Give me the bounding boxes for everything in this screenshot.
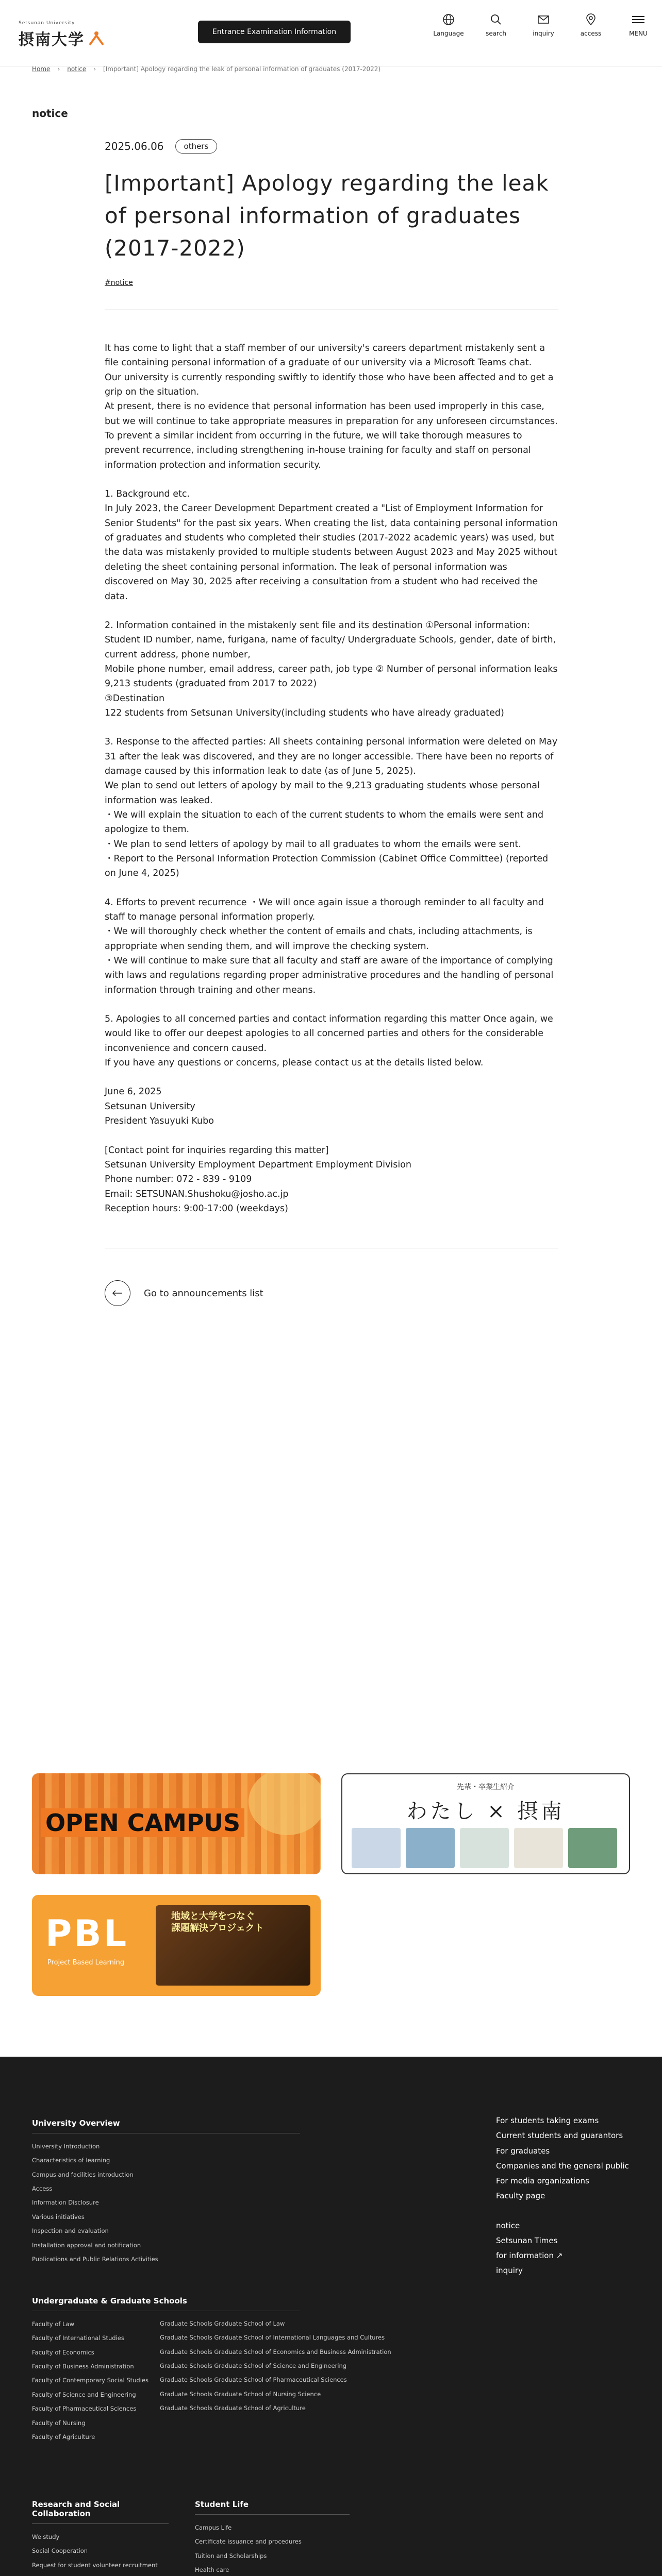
footer-link[interactable]: Certificate issuance and procedures — [195, 2538, 302, 2546]
article — [105, 139, 558, 1306]
paragraph-gap — [105, 997, 558, 1012]
footer-link[interactable]: Faculty of Science and Engineering — [32, 2391, 136, 2398]
body-text: ③Destination — [105, 693, 165, 704]
footer-link[interactable]: Faculty of Economics — [32, 2348, 94, 2356]
section-label: notice — [32, 107, 68, 120]
footer-link[interactable]: Setsunan Times — [496, 2235, 558, 2245]
footer-link[interactable]: Graduate Schools Graduate School of International Languages and Cultures — [160, 2334, 385, 2342]
article-date: 2025.06.06 — [105, 140, 164, 152]
footer-link[interactable]: Information Disclosure — [32, 2199, 99, 2207]
footer-link[interactable]: Faculty of Nursing — [32, 2419, 86, 2427]
breadcrumb-current: [Important] Apology regarding the leak of personal information of graduates (2017-2022) — [103, 65, 381, 73]
footer-link[interactable]: notice — [496, 2221, 520, 2230]
footer-heading: Undergraduate & Graduate Schools — [32, 2296, 300, 2311]
pbl-title: PBL — [45, 1912, 129, 1955]
body-text: President Yasuyuki Kubo — [105, 1116, 214, 1127]
body-text: In July 2023, the Career Development Department created a "List of Employment Information for Senior Students" for the past six years. When creating the list, data containing personal information of graduates and students who completed their studies (2017-2022 academic years) was used, but the data was mistakenly provided to multiple students between August 2023 and May 2025 without deleting the sheet containing personal information. The leak of personal information was discovered on May 30, 2025 after receiving a consultation from a student who had received the data. — [105, 503, 558, 602]
footer-link[interactable]: Health care — [195, 2566, 229, 2574]
banner-title: わたし × 摂南 — [406, 1800, 565, 1823]
footer-link[interactable]: Faculty of Business Administration — [32, 2363, 134, 2370]
body-text: 4. Efforts to prevent recurrence ・We will once again issue a thorough reminder to all faculty and staff to manage personal information properly. — [105, 897, 544, 923]
breadcrumb-notice[interactable]: notice — [67, 65, 87, 73]
paragraph-gap — [105, 604, 558, 618]
footer-link[interactable]: Current students and guarantors — [496, 2131, 623, 2141]
student-photo — [406, 1828, 455, 1868]
entrance-exam-button[interactable]: Entrance Examination Information — [198, 21, 351, 43]
footer-link[interactable]: Publications and Public Relations Activities — [32, 2255, 158, 2263]
footer-link[interactable]: Faculty of Pharmaceutical Sciences — [32, 2405, 137, 2413]
watashi-setsunan-banner[interactable] — [341, 1773, 630, 1874]
pin-icon — [585, 13, 597, 26]
footer-link[interactable]: Faculty of Agriculture — [32, 2433, 95, 2441]
body-text: At present, there is no evidence that personal information has been used improperly in this case, but we will continue to take appropriate measures in preparation for any unforeseen circumstances. — [105, 401, 558, 427]
footer-link[interactable]: Graduate Schools Graduate School of Pharmaceutical Sciences — [160, 2376, 347, 2384]
logo-mark-icon — [88, 29, 105, 47]
header-nav — [425, 13, 662, 37]
nav-label: search — [486, 30, 506, 37]
footer-link[interactable]: Faculty of Contemporary Social Studies — [32, 2377, 148, 2384]
body-text: ・We will continue to make sure that all faculty and staff are aware of the importance of complying with laws and regulations regarding proper administrative procedures and the handling of personal information through training and other means. — [105, 956, 554, 995]
pbl-photo-text: 地域と大学をつなぐ 課題解決プロジェクト — [171, 1911, 264, 1934]
breadcrumb-separator: › — [93, 65, 96, 73]
logo-en: Setsunan University — [19, 21, 75, 26]
footer-link[interactable]: Campus and facilities introduction — [32, 2171, 134, 2178]
open-campus-text: OPEN CAMPUS — [41, 1808, 244, 1837]
footer-link[interactable]: For students taking exams — [496, 2116, 599, 2125]
footer-heading: Research and Social Collaboration — [32, 2500, 169, 2524]
footer-link[interactable]: Request for student volunteer recruitment — [32, 2561, 158, 2569]
footer-link[interactable]: For media organizations — [496, 2176, 589, 2185]
access-button[interactable] — [567, 13, 615, 37]
footer-link[interactable]: Companies and the general public — [496, 2161, 629, 2171]
footer-link[interactable]: Faculty of Law — [32, 2320, 74, 2328]
back-label: Go to announcements list — [144, 1287, 263, 1299]
back-to-list-link[interactable] — [105, 1280, 558, 1306]
footer-link[interactable]: University Introduction — [32, 2143, 100, 2150]
footer-link[interactable]: Access — [32, 2185, 53, 2193]
banner-subtitle: 先輩・卒業生紹介 — [457, 1783, 515, 1791]
footer-link[interactable]: Graduate Schools Graduate School of Law — [160, 2320, 285, 2327]
footer-heading: University Overview — [32, 2119, 300, 2133]
inquiry-button[interactable] — [520, 13, 567, 37]
body-text: 9,213 students (graduated from 2017 to 2022) — [105, 679, 317, 689]
open-campus-banner[interactable] — [32, 1773, 321, 1874]
paragraph-gap — [105, 1070, 558, 1084]
footer-misc-links — [496, 2218, 630, 2279]
body-text: ・We will thoroughly check whether the content of emails and chats, including attachments, is appropriate when sending them, and will improve the checking system. — [105, 926, 533, 952]
body-text: 5. Apologies to all concerned parties and contact information regarding this matter Once again, we would like to offer our deepest apologies to all concerned parties and others for the considerable inconvenience and concern caused. — [105, 1014, 553, 1054]
paragraph-gap — [105, 472, 558, 487]
footer-link[interactable]: Campus Life — [195, 2524, 232, 2531]
footer-audience-links — [496, 2113, 630, 2204]
body-text: ・Report to the Personal Information Protection Commission (Cabinet Office Committee) (reported on June 4, 2025) — [105, 854, 549, 879]
pbl-banner[interactable] — [32, 1895, 321, 1996]
body-text: 3. Response to the affected parties: All sheets containing personal information were deleted on May 31 after the leak was discovered, and they are no longer accessible. There have been no reports of damage caused by this information leak to date (as of June 5, 2025). — [105, 737, 558, 776]
body-text: 1. Background etc. — [105, 489, 190, 500]
nav-label: inquiry — [533, 30, 554, 37]
menu-button[interactable] — [615, 13, 662, 37]
footer-link[interactable]: Social Cooperation — [32, 2547, 88, 2555]
page-title: [Important] Apology regarding the leak of personal information of graduates (2017-2022) — [105, 171, 549, 261]
body-text: 122 students from Setsunan University(including students who have already graduated) — [105, 707, 504, 718]
body-text: If you have any questions or concerns, please contact us at the details listed below. — [105, 1058, 484, 1069]
footer-link[interactable]: Graduate Schools Graduate School of Nursing Science — [160, 2390, 321, 2398]
footer-link[interactable]: Faculty page — [496, 2191, 545, 2201]
body-text: June 6, 2025 — [105, 1087, 162, 1097]
footer-link[interactable]: Inspection and evaluation — [32, 2227, 109, 2235]
footer-list — [32, 2140, 300, 2266]
article-tag[interactable]: others — [175, 139, 218, 154]
student-photo — [352, 1828, 401, 1868]
footer-list — [160, 2317, 469, 2416]
paragraph-gap — [105, 720, 558, 735]
body-text: Mobile phone number, email address, career path, job type ② Number of personal information leaks — [105, 664, 558, 674]
menu-icon — [631, 13, 646, 26]
footer-link[interactable]: Characteristics of learning — [32, 2157, 110, 2164]
nav-label: Language — [433, 30, 464, 37]
mail-icon — [537, 13, 550, 26]
pbl-subtitle: Project Based Learning — [47, 1959, 125, 1967]
logo-jp: 摂南大学 — [19, 31, 85, 49]
footer-link[interactable]: Graduate Schools Graduate School of Agriculture — [160, 2404, 306, 2412]
footer-link[interactable]: Faculty of International Studies — [32, 2334, 124, 2342]
paragraph-gap — [105, 1129, 558, 1143]
paragraph-gap — [105, 881, 558, 895]
site-header — [0, 0, 662, 67]
footer-link[interactable]: for information ↗ — [496, 2251, 563, 2260]
footer-link[interactable]: We study — [32, 2533, 60, 2540]
body-text: ・We will explain the situation to each of the current students to whom the emails were sent and apologize to them. — [105, 809, 544, 835]
breadcrumb — [0, 60, 662, 78]
site-logo[interactable] — [19, 21, 106, 47]
student-photo — [568, 1828, 617, 1868]
search-button[interactable] — [472, 13, 520, 37]
footer-list — [195, 2521, 350, 2576]
footer-link[interactable]: Various initiatives — [32, 2213, 85, 2221]
body-text: Our university is currently responding swiftly to identify those who have been affected and to get a grip on the situation. — [105, 372, 554, 398]
category-link[interactable]: #notice — [105, 279, 133, 287]
body-text: It has come to light that a staff member of our university's careers department mistakenly sent a file containing personal information of a graduate of our university via a Microsoft Teams chat. — [105, 343, 545, 368]
footer-link[interactable]: For graduates — [496, 2146, 550, 2156]
body-text: ・We plan to send letters of apology by mail to all graduates to whom the emails were sent. — [105, 839, 521, 850]
body-text: To prevent a similar incident from occurring in the future, we will take thorough measures to prevent recurrence, including strengthening in-house training for faculty and staff on personal information protection and information security. — [105, 431, 531, 470]
footer-heading: Student Life — [195, 2500, 350, 2515]
student-photo — [460, 1828, 509, 1868]
breadcrumb-home[interactable]: Home — [32, 65, 51, 73]
body-text: Setsunan University — [105, 1101, 195, 1112]
body-text: Setsunan University Employment Department Employment Division — [105, 1159, 411, 1170]
arrow-left-icon — [105, 1280, 130, 1306]
site-footer — [0, 2057, 662, 2576]
body-text: Email: SETSUNAN.Shushoku@josho.ac.jp — [105, 1189, 289, 1199]
breadcrumb-separator: › — [57, 65, 60, 73]
student-photo — [514, 1828, 563, 1868]
nav-label: MENU — [629, 30, 648, 37]
body-text: Reception hours: 9:00-17:00 (weekdays) — [105, 1203, 288, 1214]
footer-link[interactable]: inquiry — [496, 2266, 523, 2276]
footer-link[interactable]: Graduate Schools Graduate School of Science and Engineering — [160, 2362, 347, 2370]
body-text: We plan to send out letters of apology by mail to the 9,213 graduating students whose personal information was leaked. — [105, 781, 540, 806]
footer-link[interactable]: Graduate Schools Graduate School of Economics and Business Administration — [160, 2348, 391, 2355]
body-text: [Contact point for inquiries regarding this matter] — [105, 1145, 329, 1156]
footer-link[interactable]: Tuition and Scholarships — [195, 2552, 267, 2560]
footer-link[interactable]: Installation approval and notification — [32, 2241, 141, 2249]
article-body — [105, 341, 558, 1216]
body-text: Phone number: 072 - 839 - 9109 — [105, 1174, 252, 1185]
globe-icon — [442, 13, 455, 26]
language-button[interactable] — [425, 13, 472, 37]
footer-list — [32, 2530, 169, 2572]
nav-label: access — [580, 30, 602, 37]
search-icon — [490, 13, 502, 26]
body-text: 2. Information contained in the mistakenly sent file and its destination ①Personal information: Student ID number, name, furigana, name of faculty/ Undergraduate Schools, gender, date of birth, current address, phone number, — [105, 620, 556, 660]
